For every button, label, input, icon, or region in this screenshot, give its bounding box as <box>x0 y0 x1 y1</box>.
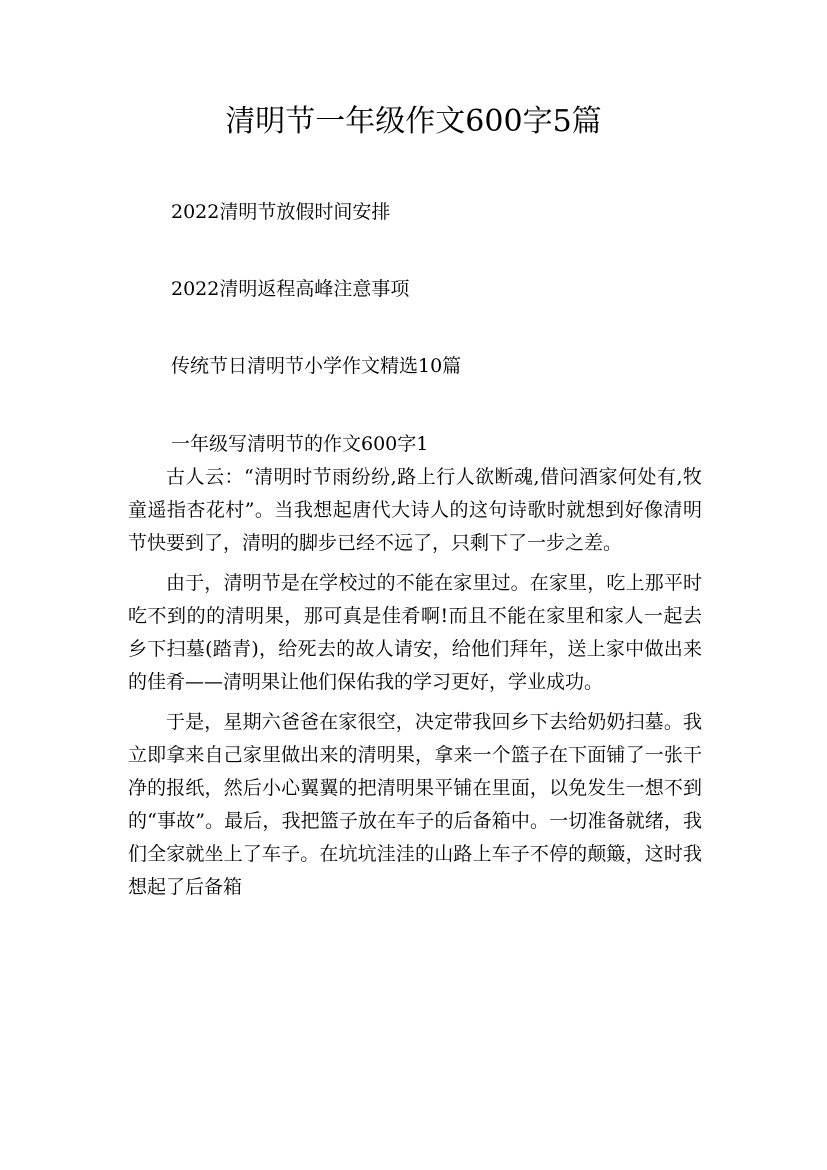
related-link-holiday-schedule[interactable]: 2022清明节放假时间安排 <box>171 201 391 223</box>
essay-paragraph: 古人云：“清明时节雨纷纷,路上行人欲断魂,借问酒家何处有,牧童遥指杏花村”。当我想起唐代大诗人的这句诗歌时就想到好像清明节快要到了，清明的脚步已经不远了，只剩下了一步之差。 <box>128 466 702 554</box>
document-title: 清明节一年级作文600字5篇 <box>225 104 602 139</box>
essay-paragraph: 由于，清明节是在学校过的不能在家里过。在家里，吃上那平时吃不到的的清明果，那可真是佳肴啊!而且不能在家里和家人一起去乡下扫墓(踏青)，给死去的故人请安，给他们拜年，送上家中做出来的佳肴——清明果让他们保佑我的学习更好，学业成功。 <box>128 572 702 693</box>
essay-paragraph: 于是，星期六爸爸在家很空，决定带我回乡下去给奶奶扫墓。我立即拿来自己家里做出来的清明果，拿来一个篮子在下面铺了一张干净的报纸，然后小心翼翼的把清明果平铺在里面，以免发生一想不到的“事故”。最后，我把篮子放在车子的后备箱中。一切准备就绪，我们全家就坐上了车子。在坑坑洼洼的山路上车子不停的颠簸，这时我想起了后备箱 <box>128 711 702 898</box>
essay-body <box>128 461 702 911</box>
essay-heading: 一年级写清明节的作文600字1 <box>171 433 429 455</box>
related-link-return-peak[interactable]: 2022清明返程高峰注意事项 <box>171 278 410 300</box>
related-link-essay-collection[interactable]: 传统节日清明节小学作文精选10篇 <box>171 355 462 377</box>
